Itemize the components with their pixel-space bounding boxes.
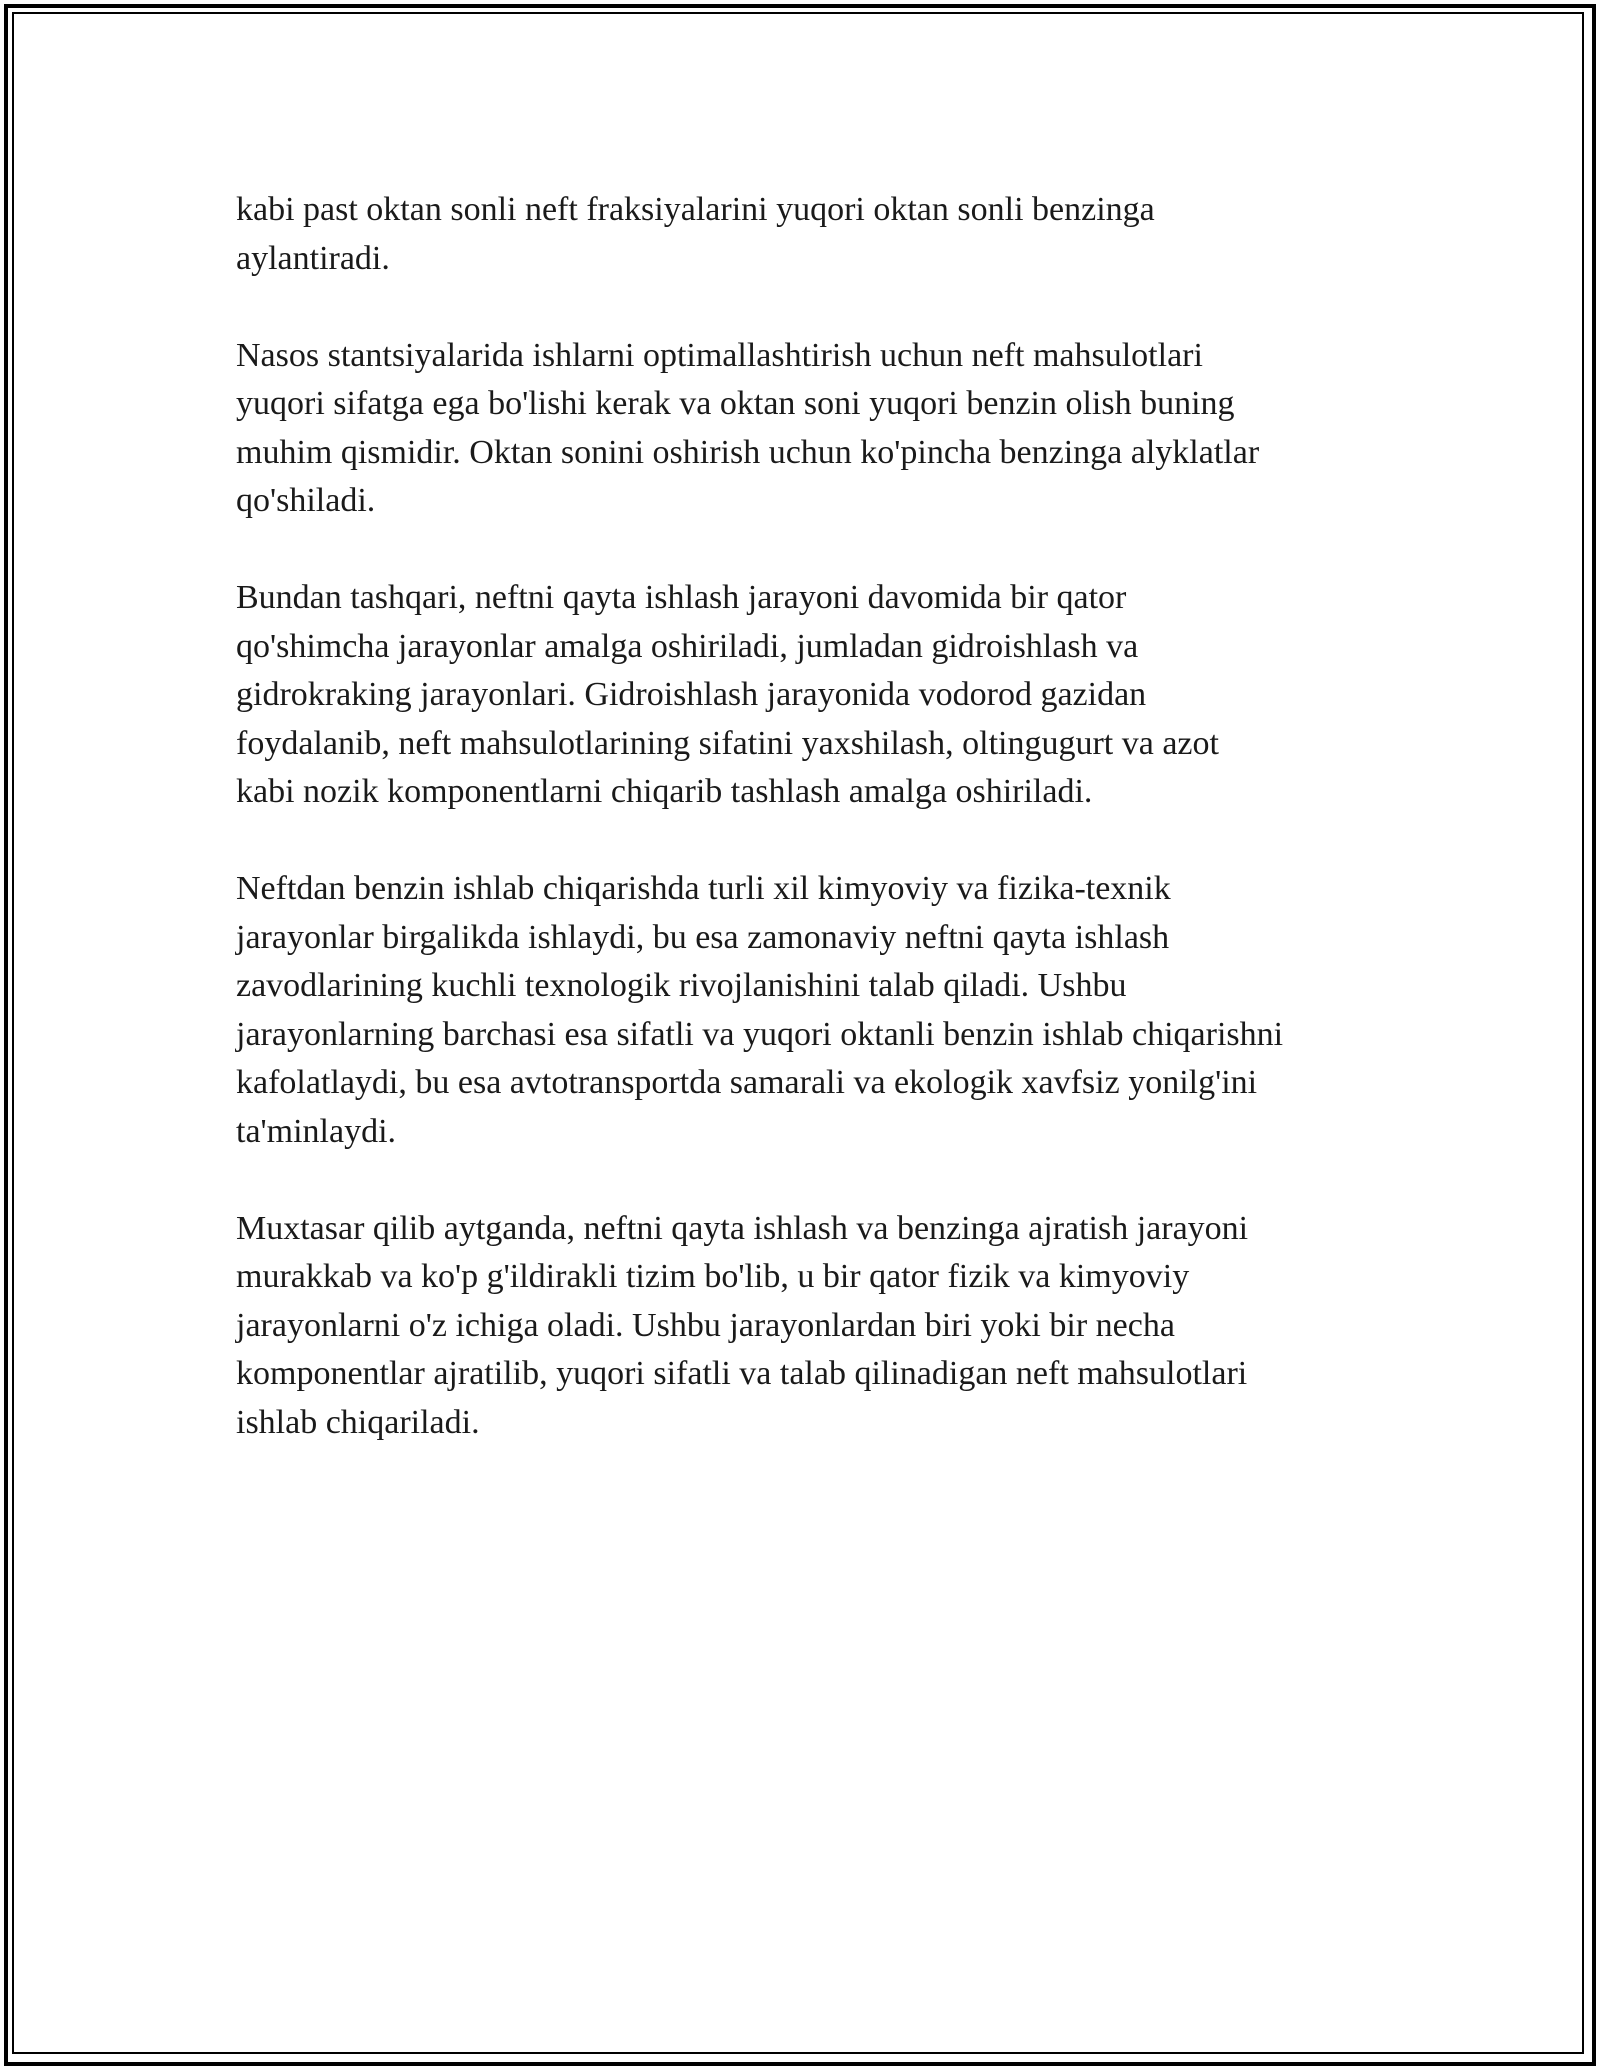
text-line: jarayonlarning barchasi esa sifatli va yuqori oktanli benzin ishlab chiqarishni [236, 1015, 1284, 1053]
paragraph-1 [236, 186, 1386, 283]
text-line: kabi past oktan sonli neft fraksiyalarini yuqori oktan sonli benzinga [236, 191, 1155, 228]
paragraph-3 [236, 574, 1386, 817]
text-line: ishlab chiqariladi. [236, 1403, 480, 1441]
text-line: yuqori sifatga ega bo'lishi kerak va oktan soni yuqori benzin olish buning [236, 385, 1235, 422]
text-line: murakkab va ko'p g'ildirakli tizim bo'lib, u bir qator fizik va kimyoviy [236, 1258, 1190, 1295]
text-line: foydalanib, neft mahsulotlarining sifatini yaxshilash, oltingugurt va azot [236, 724, 1219, 762]
text-line: jarayonlarni o'z ichiga oladi. Ushbu jarayonlardan biri yoki bir necha [236, 1306, 1175, 1344]
text-line: Neftdan benzin ishlab chiqarishda turli xil kimyoviy va fizika-texnik [236, 870, 1171, 907]
text-line: ta'minlaydi. [236, 1112, 397, 1150]
text-line: komponentlar ajratilib, yuqori sifatli va talab qilinadigan neft mahsulotlari [236, 1355, 1248, 1392]
text-line: kafolatlaydi, bu esa avtotransportda samarali va ekologik xavfsiz yonilg'ini [236, 1064, 1258, 1101]
text-line: Nasos stantsiyalarida ishlarni optimallashtirish uchun neft mahsulotlari [236, 336, 1203, 374]
document-body [236, 186, 1386, 1496]
text-line: aylantiradi. [236, 239, 390, 277]
paragraph-4 [236, 865, 1386, 1156]
text-line: muhim qismidir. Oktan sonini oshirish uchun ko'pincha benzinga alyklatlar [236, 433, 1260, 471]
text-line: qo'shimcha jarayonlar amalga oshiriladi, jumladan gidroishlash va [236, 627, 1139, 665]
text-line: qo'shiladi. [236, 482, 376, 519]
text-line: Bundan tashqari, neftni qayta ishlash jarayoni davomida bir qator [236, 579, 1127, 616]
text-line: zavodlarining kuchli texnologik rivojlanishini talab qiladi. Ushbu [236, 967, 1127, 1004]
text-line: Muxtasar qilib aytganda, neftni qayta ishlash va benzinga ajratish jarayoni [236, 1209, 1249, 1247]
text-line: kabi nozik komponentlarni chiqarib tashlash amalga oshiriladi. [236, 773, 1093, 810]
text-line: jarayonlar birgalikda ishlaydi, bu esa zamonaviy neftni qayta ishlash [236, 918, 1170, 956]
text-line: gidrokraking jarayonlari. Gidroishlash jarayonida vodorod gazidan [236, 676, 1147, 713]
paragraph-5 [236, 1205, 1386, 1448]
paragraph-2 [236, 332, 1386, 526]
